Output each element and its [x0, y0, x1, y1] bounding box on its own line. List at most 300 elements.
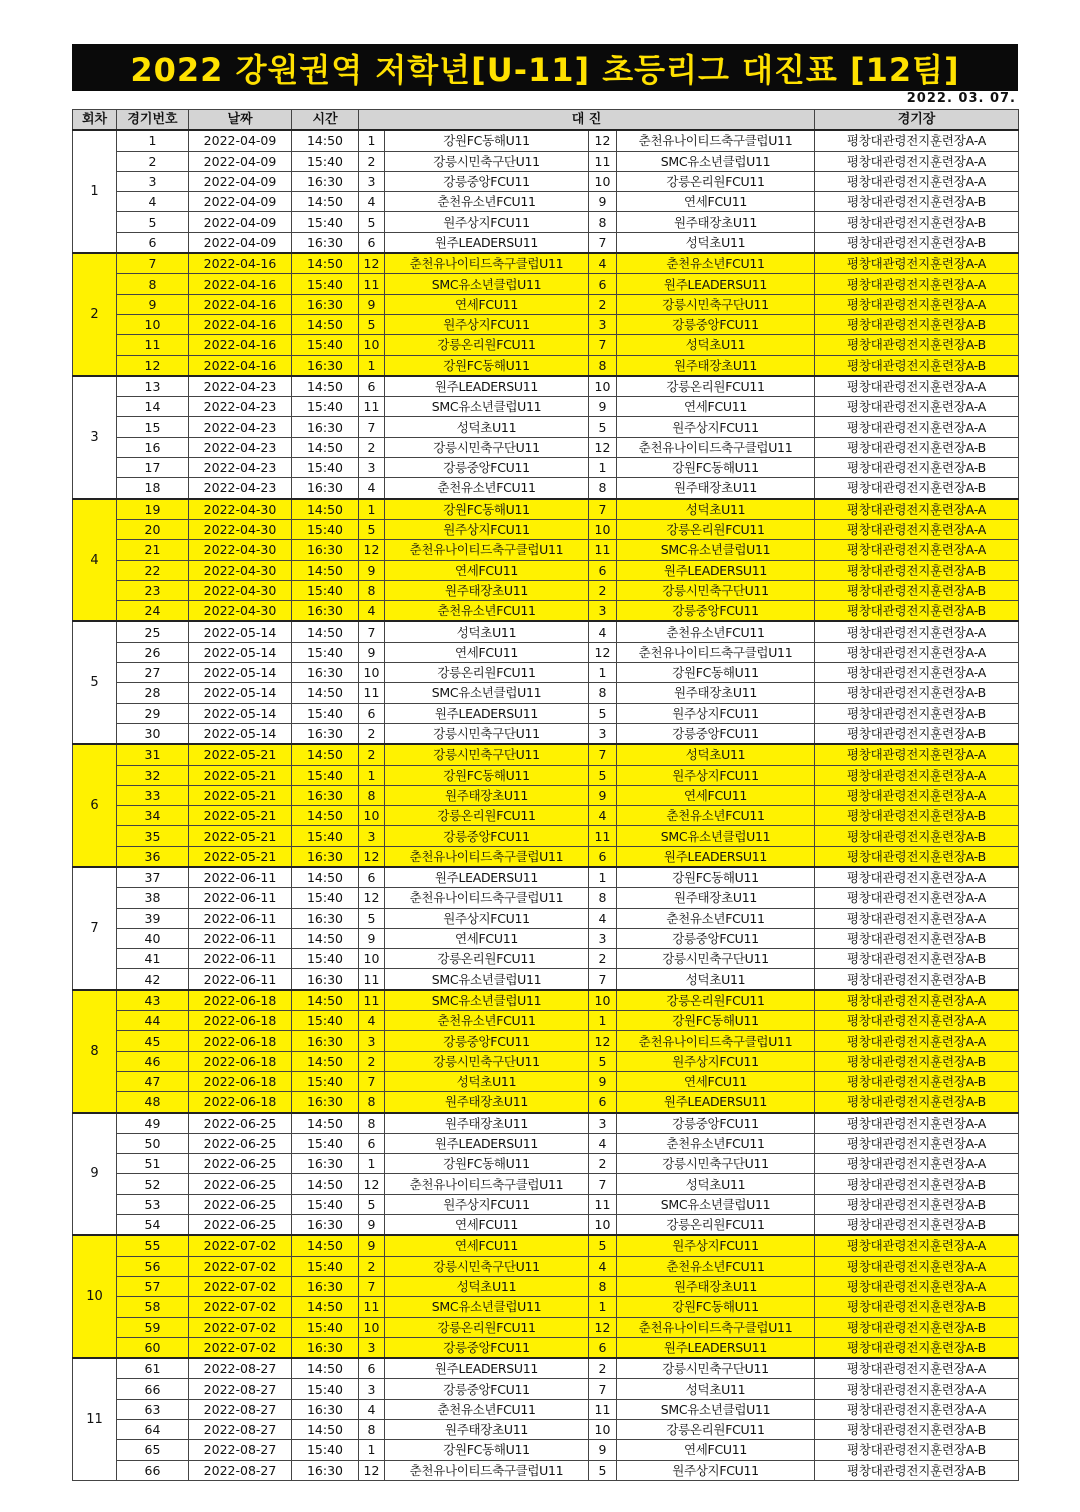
- home-team-cell: 원주상지FCU11: [385, 519, 589, 539]
- match-number-cell: 7: [117, 253, 189, 274]
- away-team-cell: 원주태장초U11: [617, 212, 815, 232]
- match-number-cell: 46: [117, 1051, 189, 1071]
- time-cell: 15:40: [292, 888, 359, 908]
- venue-cell: 평창대관령전지훈련장A-A: [815, 888, 1019, 908]
- match-number-cell: 64: [117, 1420, 189, 1440]
- away-seed-cell: 2: [589, 1358, 617, 1379]
- venue-cell: 평창대관령전지훈련장A-B: [815, 1460, 1019, 1480]
- table-row: [73, 458, 1019, 478]
- home-seed-cell: 1: [359, 765, 385, 785]
- home-seed-cell: 10: [359, 335, 385, 355]
- venue-cell: 평창대관령전지훈련장A-B: [815, 580, 1019, 600]
- table-row: [73, 723, 1019, 744]
- home-seed-cell: 1: [359, 1154, 385, 1174]
- venue-cell: 평창대관령전지훈련장A-B: [815, 478, 1019, 499]
- round-number-cell: 7: [73, 867, 117, 990]
- date-cell: 2022-04-23: [189, 478, 292, 499]
- venue-cell: 평창대관령전지훈련장A-B: [815, 683, 1019, 703]
- away-seed-cell: 1: [589, 867, 617, 888]
- date-cell: 2022-06-11: [189, 888, 292, 908]
- date-cell: 2022-04-30: [189, 601, 292, 622]
- table-row: [73, 171, 1019, 191]
- table-row: [73, 1215, 1019, 1236]
- home-seed-cell: 2: [359, 723, 385, 744]
- venue-cell: 평창대관령전지훈련장A-A: [815, 274, 1019, 294]
- venue-cell: 평창대관령전지훈련장A-B: [815, 458, 1019, 478]
- date-cell: 2022-08-27: [189, 1358, 292, 1379]
- date-cell: 2022-08-27: [189, 1440, 292, 1460]
- match-number-cell: 31: [117, 744, 189, 765]
- time-cell: 16:30: [292, 1460, 359, 1480]
- table-row: [73, 663, 1019, 683]
- match-number-cell: 20: [117, 519, 189, 539]
- venue-cell: 평창대관령전지훈련장A-B: [815, 826, 1019, 846]
- match-number-cell: 6: [117, 232, 189, 253]
- table-row: [73, 601, 1019, 622]
- match-number-cell: 8: [117, 274, 189, 294]
- home-team-cell: SMC유소년클럽U11: [385, 990, 589, 1011]
- away-team-cell: 춘천유나이티드축구클럽U11: [617, 1031, 815, 1051]
- away-team-cell: 원주상지FCU11: [617, 1235, 815, 1256]
- round-number-cell: 5: [73, 621, 117, 744]
- home-team-cell: 춘천유소년FCU11: [385, 192, 589, 212]
- home-seed-cell: 2: [359, 1256, 385, 1276]
- table-row: [73, 949, 1019, 969]
- match-number-cell: 3: [117, 171, 189, 191]
- away-seed-cell: 7: [589, 744, 617, 765]
- home-seed-cell: 8: [359, 580, 385, 600]
- home-seed-cell: 12: [359, 1174, 385, 1194]
- table-row: [73, 683, 1019, 703]
- match-number-cell: 30: [117, 723, 189, 744]
- time-cell: 15:40: [292, 580, 359, 600]
- home-team-cell: 강릉중앙FCU11: [385, 458, 589, 478]
- away-seed-cell: 6: [589, 1337, 617, 1358]
- time-cell: 15:40: [292, 151, 359, 171]
- away-team-cell: 성덕초U11: [617, 1174, 815, 1194]
- away-seed-cell: 10: [589, 1215, 617, 1236]
- home-team-cell: 원주LEADERSU11: [385, 376, 589, 397]
- venue-cell: 평창대관령전지훈련장A-B: [815, 437, 1019, 457]
- away-team-cell: 강릉온리원FCU11: [617, 376, 815, 397]
- away-team-cell: 춘천유소년FCU11: [617, 1256, 815, 1276]
- away-team-cell: 강릉시민축구단U11: [617, 1154, 815, 1174]
- date-cell: 2022-06-18: [189, 1011, 292, 1031]
- time-cell: 14:50: [292, 1113, 359, 1134]
- away-team-cell: 연세FCU11: [617, 785, 815, 805]
- away-team-cell: SMC유소년클럽U11: [617, 826, 815, 846]
- time-cell: 14:50: [292, 192, 359, 212]
- home-seed-cell: 10: [359, 663, 385, 683]
- home-seed-cell: 9: [359, 1235, 385, 1256]
- away-team-cell: 강릉시민축구단U11: [617, 580, 815, 600]
- time-cell: 14:50: [292, 1174, 359, 1194]
- venue-cell: 평창대관령전지훈련장A-A: [815, 1276, 1019, 1296]
- round-number-cell: 8: [73, 990, 117, 1113]
- away-team-cell: SMC유소년클럽U11: [617, 1399, 815, 1419]
- table-row: [73, 232, 1019, 253]
- home-seed-cell: 11: [359, 990, 385, 1011]
- date-cell: 2022-06-25: [189, 1113, 292, 1134]
- away-seed-cell: 10: [589, 171, 617, 191]
- table-row: [73, 1113, 1019, 1134]
- match-number-cell: 55: [117, 1235, 189, 1256]
- match-number-cell: 59: [117, 1317, 189, 1337]
- away-seed-cell: 10: [589, 519, 617, 539]
- home-team-cell: 춘천유나이티드축구클럽U11: [385, 888, 589, 908]
- date-cell: 2022-06-11: [189, 928, 292, 948]
- document-date: 2022. 03. 07.: [906, 91, 1016, 106]
- away-seed-cell: 12: [589, 437, 617, 457]
- table-row: [73, 1051, 1019, 1071]
- match-number-cell: 26: [117, 642, 189, 662]
- away-seed-cell: 8: [589, 1276, 617, 1296]
- venue-cell: 평창대관령전지훈련장A-B: [815, 846, 1019, 867]
- date-cell: 2022-06-18: [189, 990, 292, 1011]
- home-seed-cell: 10: [359, 806, 385, 826]
- table-row: [73, 621, 1019, 642]
- header-round: 회차: [73, 110, 117, 131]
- venue-cell: 평창대관령전지훈련장A-A: [815, 1379, 1019, 1399]
- home-team-cell: 연세FCU11: [385, 294, 589, 314]
- venue-cell: 평창대관령전지훈련장A-A: [815, 1011, 1019, 1031]
- away-team-cell: 강릉시민축구단U11: [617, 294, 815, 314]
- away-team-cell: 성덕초U11: [617, 499, 815, 520]
- home-seed-cell: 1: [359, 130, 385, 151]
- match-number-cell: 52: [117, 1174, 189, 1194]
- away-team-cell: 원주상지FCU11: [617, 1051, 815, 1071]
- away-seed-cell: 8: [589, 888, 617, 908]
- away-seed-cell: 3: [589, 723, 617, 744]
- time-cell: 14:50: [292, 621, 359, 642]
- match-number-cell: 19: [117, 499, 189, 520]
- match-number-cell: 4: [117, 192, 189, 212]
- venue-cell: 평창대관령전지훈련장A-A: [815, 663, 1019, 683]
- table-row: [73, 1031, 1019, 1051]
- away-team-cell: 춘천유나이티드축구클럽U11: [617, 130, 815, 151]
- away-seed-cell: 2: [589, 1154, 617, 1174]
- away-seed-cell: 9: [589, 397, 617, 417]
- time-cell: 14:50: [292, 437, 359, 457]
- match-number-cell: 48: [117, 1092, 189, 1113]
- table-row: [73, 294, 1019, 314]
- away-seed-cell: 1: [589, 1011, 617, 1031]
- home-team-cell: 성덕초U11: [385, 1276, 589, 1296]
- home-seed-cell: 5: [359, 519, 385, 539]
- home-seed-cell: 1: [359, 1440, 385, 1460]
- away-seed-cell: 12: [589, 1317, 617, 1337]
- table-row: [73, 314, 1019, 334]
- home-seed-cell: 9: [359, 560, 385, 580]
- match-number-cell: 10: [117, 314, 189, 334]
- venue-cell: 평창대관령전지훈련장A-B: [815, 1337, 1019, 1358]
- time-cell: 16:30: [292, 1154, 359, 1174]
- table-row: [73, 867, 1019, 888]
- time-cell: 16:30: [292, 785, 359, 805]
- away-team-cell: 춘천유소년FCU11: [617, 806, 815, 826]
- home-team-cell: 연세FCU11: [385, 642, 589, 662]
- match-number-cell: 41: [117, 949, 189, 969]
- venue-cell: 평창대관령전지훈련장A-A: [815, 294, 1019, 314]
- home-seed-cell: 5: [359, 908, 385, 928]
- home-seed-cell: 11: [359, 969, 385, 990]
- away-team-cell: 원주태장초U11: [617, 888, 815, 908]
- time-cell: 16:30: [292, 232, 359, 253]
- away-seed-cell: 7: [589, 232, 617, 253]
- table-row: [73, 969, 1019, 990]
- away-seed-cell: 9: [589, 785, 617, 805]
- table-row: [73, 1317, 1019, 1337]
- home-seed-cell: 9: [359, 294, 385, 314]
- match-number-cell: 22: [117, 560, 189, 580]
- home-seed-cell: 5: [359, 1194, 385, 1214]
- match-number-cell: 40: [117, 928, 189, 948]
- time-cell: 14:50: [292, 867, 359, 888]
- away-team-cell: 강원FC동해U11: [617, 1297, 815, 1317]
- home-team-cell: 강원FC동해U11: [385, 1440, 589, 1460]
- home-seed-cell: 1: [359, 499, 385, 520]
- time-cell: 14:50: [292, 683, 359, 703]
- table-row: [73, 335, 1019, 355]
- away-seed-cell: 12: [589, 1031, 617, 1051]
- venue-cell: 평창대관령전지훈련장A-A: [815, 642, 1019, 662]
- time-cell: 14:50: [292, 928, 359, 948]
- away-team-cell: 강릉온리원FCU11: [617, 990, 815, 1011]
- home-team-cell: 강릉온리원FCU11: [385, 806, 589, 826]
- home-team-cell: 연세FCU11: [385, 560, 589, 580]
- home-seed-cell: 12: [359, 253, 385, 274]
- away-team-cell: 강릉중앙FCU11: [617, 1113, 815, 1134]
- away-team-cell: 연세FCU11: [617, 1071, 815, 1091]
- table-row: [73, 1256, 1019, 1276]
- match-number-cell: 36: [117, 846, 189, 867]
- home-team-cell: 춘천유나이티드축구클럽U11: [385, 1460, 589, 1480]
- table-row: [73, 1399, 1019, 1419]
- date-cell: 2022-04-16: [189, 253, 292, 274]
- home-team-cell: 원주상지FCU11: [385, 1194, 589, 1214]
- date-cell: 2022-04-23: [189, 376, 292, 397]
- venue-cell: 평창대관령전지훈련장A-A: [815, 744, 1019, 765]
- home-team-cell: 원주태장초U11: [385, 580, 589, 600]
- time-cell: 15:40: [292, 274, 359, 294]
- venue-cell: 평창대관령전지훈련장A-A: [815, 621, 1019, 642]
- home-team-cell: 원주LEADERSU11: [385, 232, 589, 253]
- match-number-cell: 27: [117, 663, 189, 683]
- date-cell: 2022-05-21: [189, 826, 292, 846]
- header-venue: 경기장: [815, 110, 1019, 131]
- away-team-cell: 원주상지FCU11: [617, 1460, 815, 1480]
- time-cell: 14:50: [292, 253, 359, 274]
- away-seed-cell: 3: [589, 1113, 617, 1134]
- table-row: [73, 1194, 1019, 1214]
- date-cell: 2022-04-30: [189, 499, 292, 520]
- date-cell: 2022-05-14: [189, 723, 292, 744]
- away-team-cell: 강원FC동해U11: [617, 867, 815, 888]
- venue-cell: 평창대관령전지훈련장A-A: [815, 867, 1019, 888]
- date-cell: 2022-04-30: [189, 580, 292, 600]
- home-team-cell: 강릉시민축구단U11: [385, 744, 589, 765]
- away-team-cell: 강릉중앙FCU11: [617, 928, 815, 948]
- time-cell: 15:40: [292, 1194, 359, 1214]
- venue-cell: 평창대관령전지훈련장A-A: [815, 1256, 1019, 1276]
- away-seed-cell: 3: [589, 314, 617, 334]
- match-number-cell: 21: [117, 540, 189, 560]
- home-team-cell: SMC유소년클럽U11: [385, 1297, 589, 1317]
- home-seed-cell: 12: [359, 540, 385, 560]
- away-team-cell: 춘천유소년FCU11: [617, 1133, 815, 1153]
- home-team-cell: 춘천유나이티드축구클럽U11: [385, 253, 589, 274]
- table-row: [73, 1337, 1019, 1358]
- match-number-cell: 39: [117, 908, 189, 928]
- header-matchup: 대 진: [359, 110, 815, 131]
- home-team-cell: 강릉중앙FCU11: [385, 171, 589, 191]
- home-team-cell: 성덕초U11: [385, 621, 589, 642]
- away-team-cell: 강릉중앙FCU11: [617, 723, 815, 744]
- away-team-cell: 강릉중앙FCU11: [617, 601, 815, 622]
- away-team-cell: 춘천유소년FCU11: [617, 621, 815, 642]
- venue-cell: 평창대관령전지훈련장A-A: [815, 1358, 1019, 1379]
- home-seed-cell: 11: [359, 683, 385, 703]
- time-cell: 14:50: [292, 744, 359, 765]
- date-cell: 2022-08-27: [189, 1379, 292, 1399]
- home-seed-cell: 3: [359, 458, 385, 478]
- venue-cell: 평창대관령전지훈련장A-B: [815, 1092, 1019, 1113]
- table-row: [73, 826, 1019, 846]
- table-row: [73, 1071, 1019, 1091]
- home-seed-cell: 8: [359, 1113, 385, 1134]
- time-cell: 14:50: [292, 1051, 359, 1071]
- away-seed-cell: 10: [589, 376, 617, 397]
- time-cell: 16:30: [292, 294, 359, 314]
- match-number-cell: 49: [117, 1113, 189, 1134]
- match-number-cell: 34: [117, 806, 189, 826]
- match-number-cell: 65: [117, 1440, 189, 1460]
- date-cell: 2022-04-16: [189, 294, 292, 314]
- date-cell: 2022-06-11: [189, 908, 292, 928]
- venue-cell: 평창대관령전지훈련장A-A: [815, 376, 1019, 397]
- match-number-cell: 61: [117, 1358, 189, 1379]
- away-team-cell: 원주상지FCU11: [617, 417, 815, 437]
- date-cell: 2022-04-16: [189, 335, 292, 355]
- date-cell: 2022-05-14: [189, 703, 292, 723]
- home-seed-cell: 5: [359, 314, 385, 334]
- away-seed-cell: 3: [589, 601, 617, 622]
- away-team-cell: 원주LEADERSU11: [617, 274, 815, 294]
- date-cell: 2022-05-21: [189, 744, 292, 765]
- table-row: [73, 1235, 1019, 1256]
- date-cell: 2022-06-18: [189, 1051, 292, 1071]
- home-team-cell: 성덕초U11: [385, 1071, 589, 1091]
- away-seed-cell: 8: [589, 478, 617, 499]
- home-team-cell: 원주상지FCU11: [385, 908, 589, 928]
- date-cell: 2022-05-14: [189, 663, 292, 683]
- away-team-cell: 춘천유소년FCU11: [617, 253, 815, 274]
- table-row: [73, 908, 1019, 928]
- away-team-cell: 강원FC동해U11: [617, 663, 815, 683]
- home-team-cell: 강릉온리원FCU11: [385, 1317, 589, 1337]
- away-seed-cell: 5: [589, 1051, 617, 1071]
- time-cell: 14:50: [292, 990, 359, 1011]
- venue-cell: 평창대관령전지훈련장A-B: [815, 949, 1019, 969]
- venue-cell: 평창대관령전지훈련장A-A: [815, 1399, 1019, 1419]
- home-seed-cell: 7: [359, 1071, 385, 1091]
- time-cell: 14:50: [292, 376, 359, 397]
- time-cell: 16:30: [292, 1031, 359, 1051]
- away-seed-cell: 5: [589, 703, 617, 723]
- match-number-cell: 38: [117, 888, 189, 908]
- date-cell: 2022-06-18: [189, 1092, 292, 1113]
- match-number-cell: 42: [117, 969, 189, 990]
- away-seed-cell: 8: [589, 212, 617, 232]
- away-team-cell: 연세FCU11: [617, 192, 815, 212]
- home-seed-cell: 3: [359, 826, 385, 846]
- venue-cell: 평창대관령전지훈련장A-B: [815, 806, 1019, 826]
- away-seed-cell: 8: [589, 683, 617, 703]
- table-row: [73, 1276, 1019, 1296]
- table-row: [73, 355, 1019, 376]
- date-cell: 2022-06-25: [189, 1154, 292, 1174]
- away-seed-cell: 9: [589, 1071, 617, 1091]
- venue-cell: 평창대관령전지훈련장A-B: [815, 928, 1019, 948]
- away-team-cell: 원주LEADERSU11: [617, 846, 815, 867]
- date-cell: 2022-06-25: [189, 1194, 292, 1214]
- date-cell: 2022-04-09: [189, 192, 292, 212]
- home-team-cell: 원주상지FCU11: [385, 212, 589, 232]
- home-seed-cell: 6: [359, 376, 385, 397]
- time-cell: 16:30: [292, 1092, 359, 1113]
- home-team-cell: 강릉시민축구단U11: [385, 723, 589, 744]
- home-seed-cell: 3: [359, 1379, 385, 1399]
- home-team-cell: SMC유소년클럽U11: [385, 683, 589, 703]
- schedule-table: [72, 109, 1019, 1481]
- venue-cell: 평창대관령전지훈련장A-A: [815, 908, 1019, 928]
- away-team-cell: 춘천유나이티드축구클럽U11: [617, 437, 815, 457]
- venue-cell: 평창대관령전지훈련장A-B: [815, 703, 1019, 723]
- date-cell: 2022-04-23: [189, 458, 292, 478]
- home-seed-cell: 8: [359, 1420, 385, 1440]
- match-number-cell: 33: [117, 785, 189, 805]
- away-seed-cell: 5: [589, 1460, 617, 1480]
- home-team-cell: 강릉시민축구단U11: [385, 1256, 589, 1276]
- match-number-cell: 9: [117, 294, 189, 314]
- venue-cell: 평창대관령전지훈련장A-B: [815, 601, 1019, 622]
- match-number-cell: 29: [117, 703, 189, 723]
- away-seed-cell: 11: [589, 1194, 617, 1214]
- table-row: [73, 580, 1019, 600]
- away-seed-cell: 1: [589, 458, 617, 478]
- home-seed-cell: 5: [359, 212, 385, 232]
- date-cell: 2022-04-09: [189, 171, 292, 191]
- away-seed-cell: 7: [589, 1379, 617, 1399]
- date-cell: 2022-08-27: [189, 1460, 292, 1480]
- home-seed-cell: 2: [359, 1051, 385, 1071]
- time-cell: 14:50: [292, 806, 359, 826]
- table-row: [73, 397, 1019, 417]
- table-header-row: [73, 110, 1019, 131]
- time-cell: 16:30: [292, 1276, 359, 1296]
- away-team-cell: 춘천유소년FCU11: [617, 908, 815, 928]
- date-cell: 2022-07-02: [189, 1235, 292, 1256]
- table-row: [73, 744, 1019, 765]
- venue-cell: 평창대관령전지훈련장A-A: [815, 417, 1019, 437]
- away-team-cell: 성덕초U11: [617, 1379, 815, 1399]
- date-cell: 2022-07-02: [189, 1256, 292, 1276]
- away-team-cell: 강릉온리원FCU11: [617, 1420, 815, 1440]
- venue-cell: 평창대관령전지훈련장A-B: [815, 1071, 1019, 1091]
- away-seed-cell: 4: [589, 621, 617, 642]
- time-cell: 14:50: [292, 1297, 359, 1317]
- match-number-cell: 14: [117, 397, 189, 417]
